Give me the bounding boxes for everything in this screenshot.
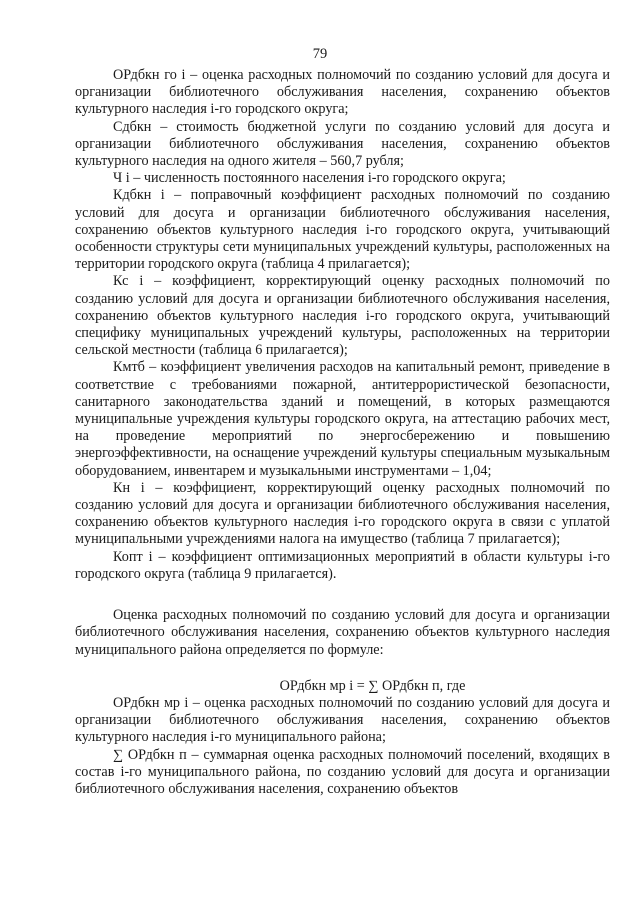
definition-sum-ordbkn-p: ∑ ОРдбкн п – суммарная оценка расходных полномочий поселений, входящих в состав i-го муниципального района, по созданию условий для досуга и организации библиотечного обслуживания населения, сохранению объектов <box>75 746 610 797</box>
paragraph-sdbkn: Сдбкн – стоимость бюджетной услуги по созданию условий для досуга и организации библиотечного обслуживания населения, сохранению объектов культурного наследия на одного жителя – 560,7 рубля; <box>75 118 610 170</box>
paragraph-kmtb: Кмтб – коэффициент увеличения расходов на капитальный ремонт, приведение в соответствие с требованиями пожарной, антитеррористической безопасности, санитарного законодательства зданий и помещений, в которых размещаются муниципальные учреждения культуры городского округа, на аттестацию рабочих мест, на проведение мероприятий по энергосбережению и повышению энергоэффективности, на оснащение учреждений культуры специальным музыкальным оборудованием, инвентарем и музыкальными инструментами – 1,04; <box>75 359 610 479</box>
paragraph-ch: Ч i – численность постоянного населения i-го городского округа; <box>113 170 506 187</box>
page-number: 79 <box>312 46 328 62</box>
definition-ordbkn-mr: ОРдбкн мр i – оценка расходных полномочий по созданию условий для досуга и организации библиотечного обслуживания населения, сохранению объектов культурного наследия i-го муниципального района; <box>75 694 610 746</box>
formula: ОРдбкн мр i = ∑ ОРдбкн п, где <box>279 677 466 694</box>
document-body <box>75 67 610 798</box>
section-intro: Оценка расходных полномочий по созданию условий для досуга и организации библиотечного обслуживания населения, сохранению объектов культурного наследия муниципального района определяется по формуле: <box>75 607 610 658</box>
paragraph-ks: Кс i – коэффициент, корректирующий оценку расходных полномочий по созданию условий для досуга и организации библиотечного обслуживания населения, сохранению объектов культурного наследия i-го городского округа, учитывающий специфику муниципальных учреждений культуры, расположенных на территории сельской местности (таблица 6 прилагается); <box>75 273 610 359</box>
paragraph-kdbkn: Кдбкн i – поправочный коэффициент расходных полномочий по созданию условий для досуга и организации библиотечного обслуживания населения, сохранению объектов культурного наследия i-го городского округа, учитывающий особенности структуры сети муниципальных учреждений культуры, расположенных на территории городского округа (таблица 4 прилагается); <box>75 187 610 273</box>
paragraph-kopt: Копт i – коэффициент оптимизационных мероприятий в области культуры i-го городского округа (таблица 9 прилагается). <box>75 548 610 582</box>
paragraph-ordbkn-go: ОРдбкн го i – оценка расходных полномочий по созданию условий для досуга и организации библиотечного обслуживания населения, сохранению объектов культурного наследия i-го городского округа; <box>75 67 610 118</box>
paragraph-kn: Кн i – коэффициент, корректирующий оценку расходных полномочий по созданию условий для досуга и организации библиотечного обслуживания населения, сохранению объектов культурного наследия i-го городского округа в связи с уплатой муниципальными учреждениями налога на имущество (таблица 7 прилагается); <box>75 479 610 548</box>
